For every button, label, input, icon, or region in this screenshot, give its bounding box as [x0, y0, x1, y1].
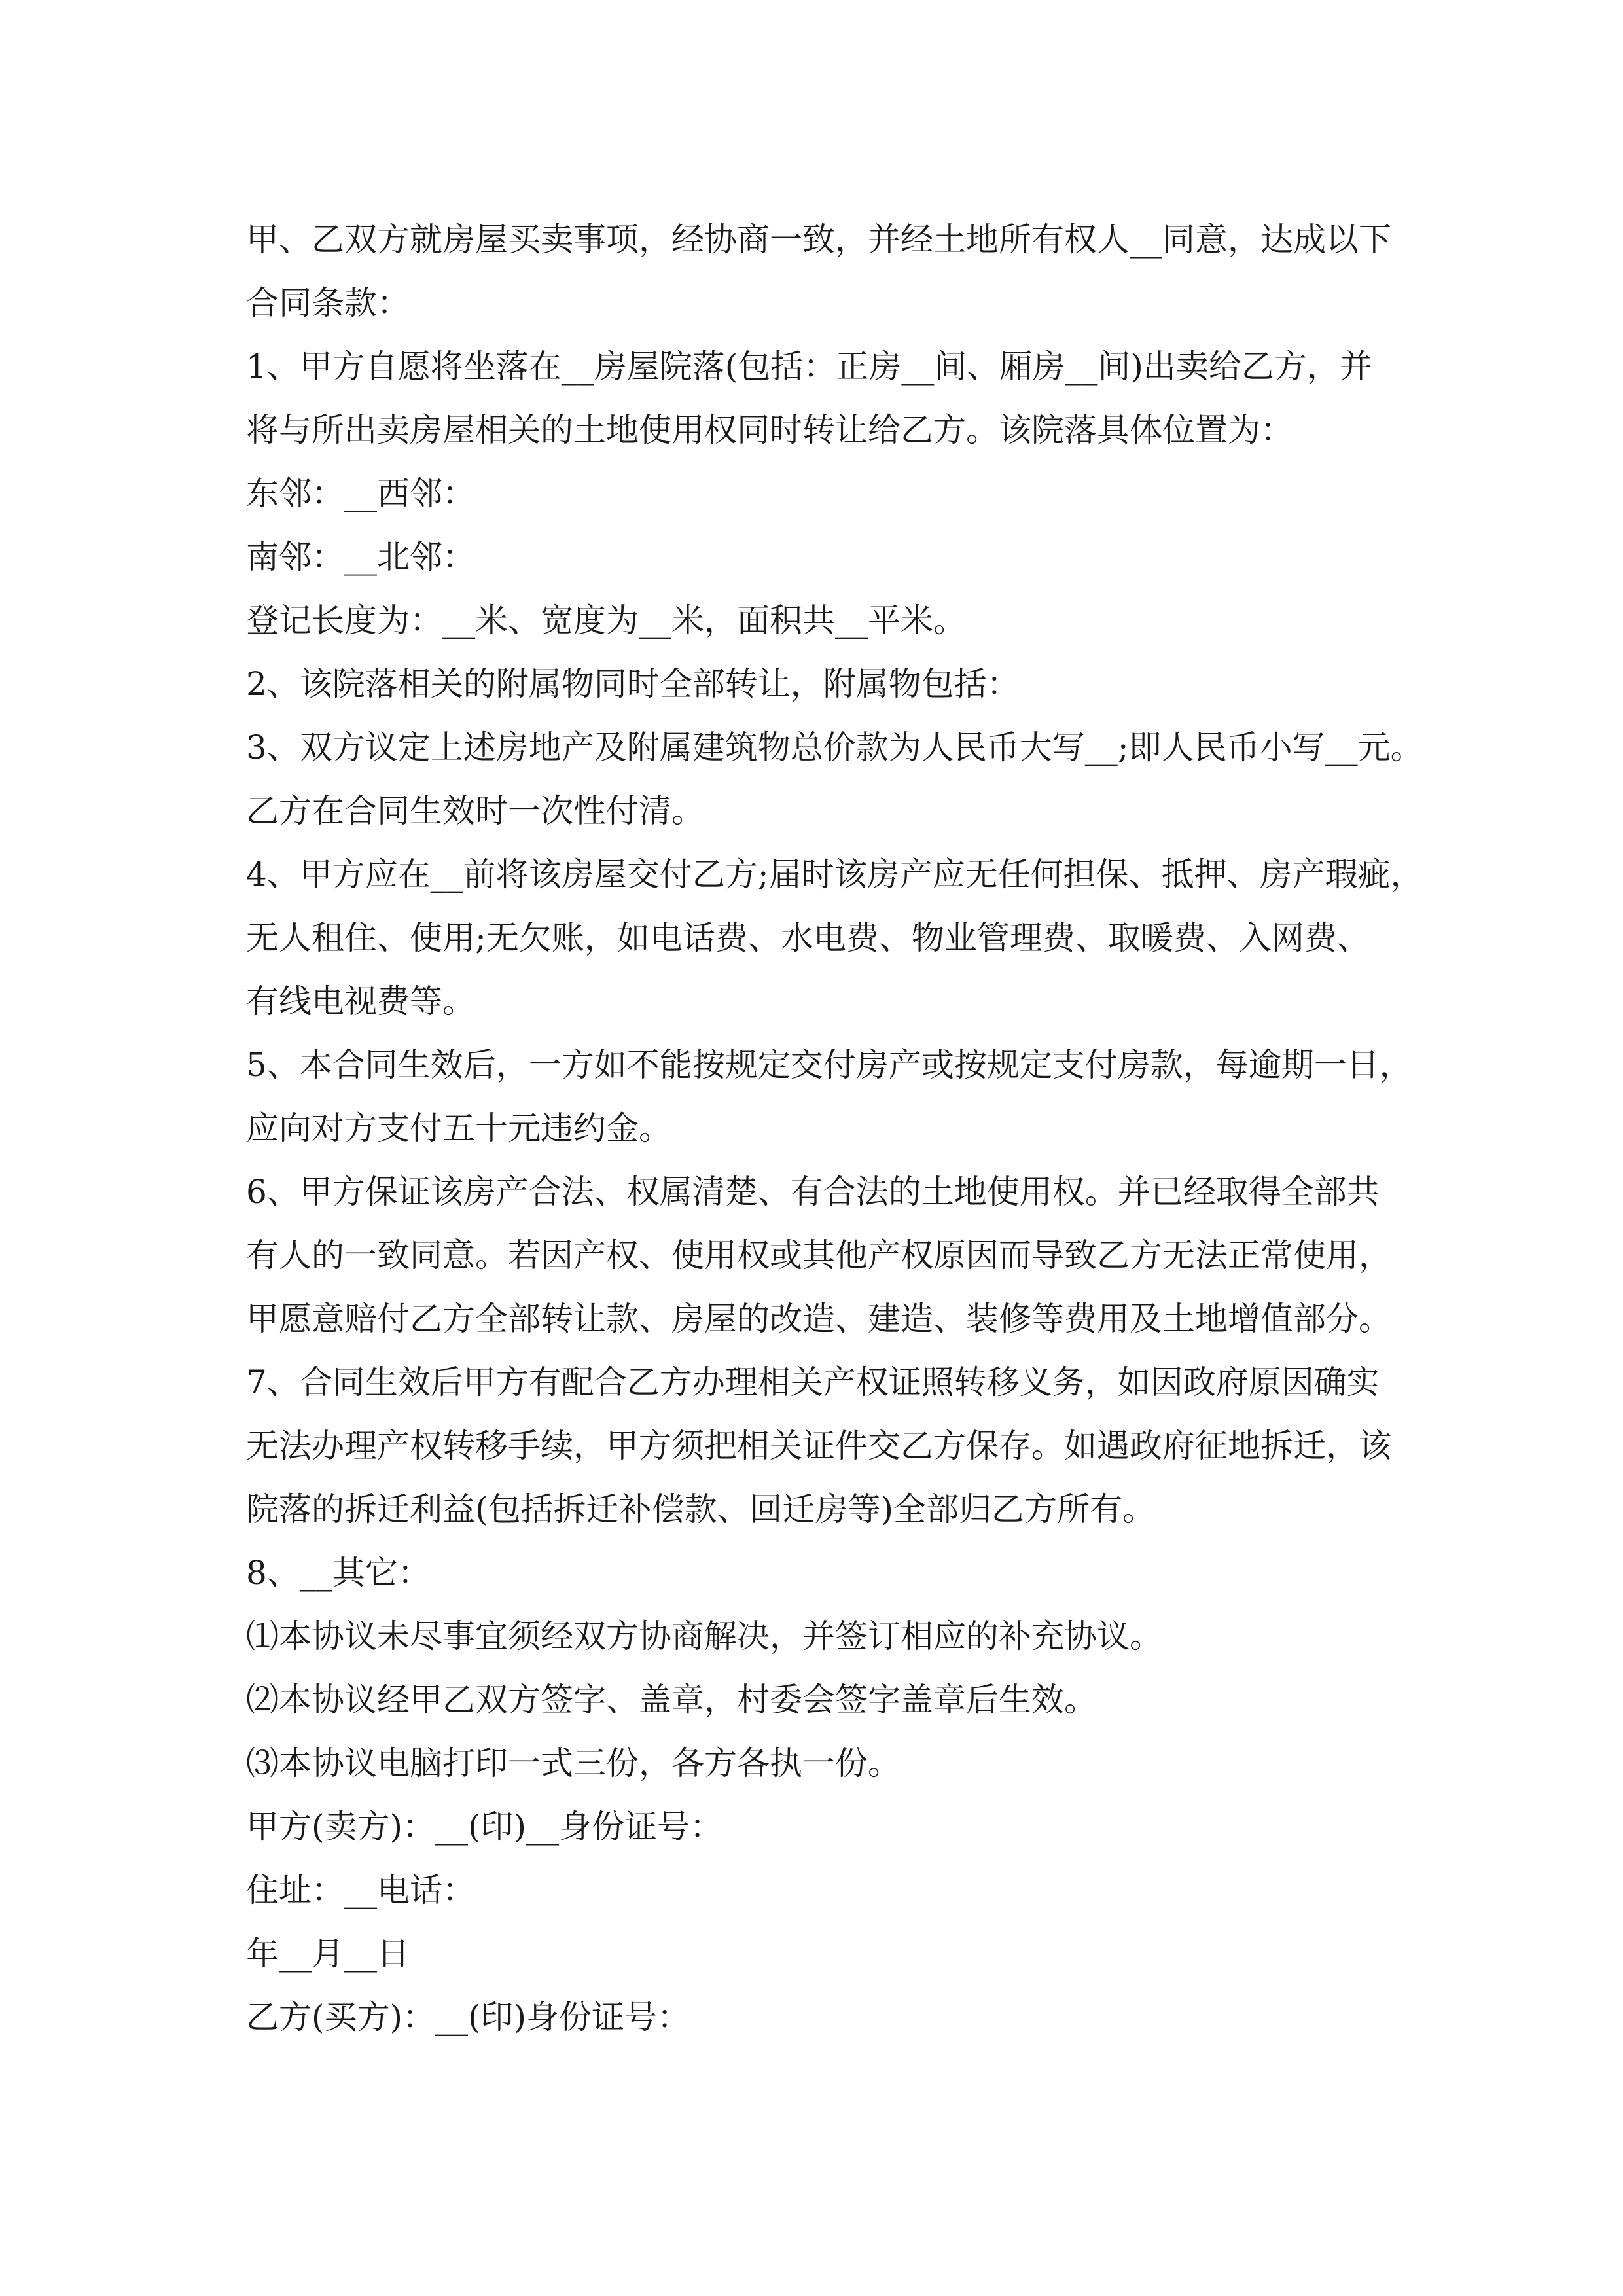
text-line: 甲、乙双方就房屋买卖事项，经协商一致，并经土地所有权人__同意，达成以下 — [246, 221, 1391, 259]
text-line: 6、甲方保证该房产合法、权属清楚、有合法的土地使用权。并已经取得全部共 — [246, 1173, 1380, 1211]
text-line: ⑵本协议经甲乙双方签字、盖章，村委会签字盖章后生效。 — [246, 1681, 1097, 1719]
text-line: 8、__其它： — [246, 1554, 431, 1592]
text-line: 有线电视费等。 — [246, 982, 475, 1020]
text-line: 4、甲方应在__前将该房屋交付乙方;届时该房产应无任何担保、抵押、房产瑕疵， — [246, 855, 1423, 893]
text-line: 甲愿意赔付乙方全部转让款、房屋的改造、建造、装修等费用及土地增值部分。 — [246, 1300, 1391, 1338]
text-line: 年__月__日 — [246, 1935, 410, 1973]
text-line: 7、合同生效后甲方有配合乙方办理相关产权证照转移义务，如因政府原因确实 — [246, 1363, 1380, 1401]
text-line: 应向对方支付五十元违约金。 — [246, 1109, 671, 1147]
text-line: ⑴本协议未尽事宜须经双方协商解决，并签订相应的补充协议。 — [246, 1617, 1162, 1655]
text-line: 乙方(买方)：__(印)身份证号： — [246, 1998, 690, 2036]
text-line: 合同条款： — [246, 284, 410, 322]
text-line: 5、本合同生效后，一方如不能按规定交付房产或按规定支付房款，每逾期一日， — [246, 1046, 1412, 1084]
document-body — [246, 208, 1424, 2049]
text-line: 甲方(卖方)：__(印)__身份证号： — [246, 1808, 723, 1846]
text-line: 南邻：__北邻： — [246, 538, 475, 576]
text-line: 1、甲方自愿将坐落在__房屋院落(包括：正房__间、厢房__间)出卖给乙方，并 — [246, 348, 1372, 386]
text-line: 无法办理产权转移手续，甲方须把相关证件交乙方保存。如遇政府征地拆迁，该 — [246, 1427, 1391, 1465]
text-line: 3、双方议定上述房地产及附属建筑物总价款为人民币大写__;即人民币小写__元。 — [246, 728, 1423, 766]
text-line: 住址：__电话： — [246, 1871, 475, 1909]
text-line: 登记长度为：__米、宽度为__米，面积共__平米。 — [246, 601, 966, 639]
text-line: 2、该院落相关的附属物同时全部转让，附属物包括： — [246, 665, 1020, 703]
text-line: 无人租住、使用;无欠账，如电话费、水电费、物业管理费、取暖费、入网费、 — [246, 919, 1370, 957]
text-line: 院落的拆迁利益(包括拆迁补偿款、回迁房等)全部归乙方所有。 — [246, 1490, 1156, 1528]
text-line: 将与所出卖房屋相关的土地使用权同时转让给乙方。该院落具体位置为： — [246, 411, 1293, 449]
text-line: 乙方在合同生效时一次性付清。 — [246, 792, 704, 830]
text-line: ⑶本协议电脑打印一式三份，各方各执一份。 — [246, 1744, 901, 1782]
text-line: 东邻：__西邻： — [246, 475, 475, 512]
text-line: 有人的一致同意。若因产权、使用权或其他产权原因而导致乙方无法正常使用， — [246, 1236, 1391, 1274]
